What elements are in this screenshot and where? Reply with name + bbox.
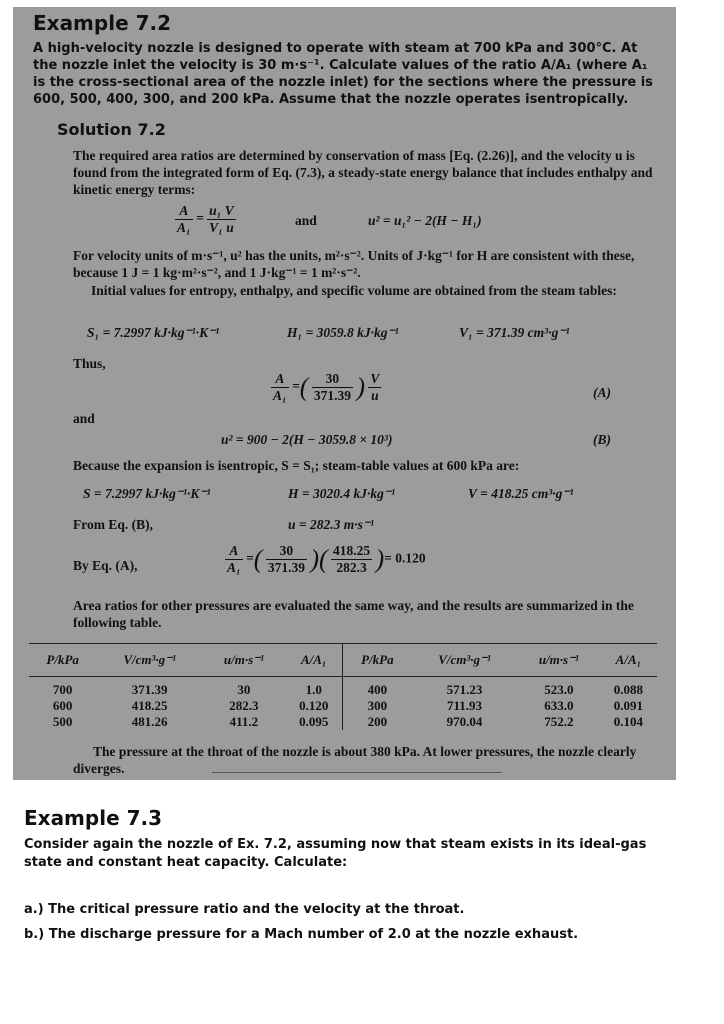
table-header: P/kPa: [29, 644, 96, 677]
example-7-3-item-a: a.) The critical pressure ratio and the velocity at the throat.: [24, 902, 465, 917]
table-cell: 371.39: [131, 682, 168, 697]
table-header: A/A₁: [600, 644, 657, 677]
table-header: u/m·s⁻¹: [518, 644, 600, 677]
steam-entropy-600: S = 7.2997 kJ·kg⁻¹·K⁻¹: [83, 486, 211, 501]
table-cell: 1.0: [305, 682, 322, 697]
solution-paragraph-5: Area ratios for other pressures are evaluated the same way, and the results are summarized in the following table.: [73, 598, 634, 630]
solution-7-2-title: Solution 7.2: [57, 120, 166, 139]
steam-enthalpy-600: H = 3020.4 kJ·kg⁻¹: [288, 486, 395, 501]
table-cell: 752.2: [544, 714, 574, 729]
solution-paragraph-4: Because the expansion is isentropic, S = S₁; steam-table values at 600 kPa are:: [73, 458, 520, 473]
table-cell: 481.26: [131, 714, 168, 729]
equation-b-label: (B): [593, 432, 611, 447]
area-ratio-equation: $\frac{A}{\text{A₁}}$ = $\frac{\text{u₁ V}}{\text{V₁ u}}$: [177, 203, 234, 235]
table-header: V/cm³·g⁻¹: [96, 644, 203, 677]
table-cell: 523.0: [544, 682, 574, 697]
table-cell: 711.93: [447, 698, 483, 713]
table-row: [29, 714, 657, 730]
solution-paragraph-2: For velocity units of m·s⁻¹, u² has the units, m²·s⁻². Units of J·kg⁻¹ for H are consistent with these, because 1 J = 1 kg·m²·s⁻², and 1 J·kg⁻¹ = 1 m²·s⁻².: [73, 248, 635, 280]
table-cell: 970.04: [446, 714, 483, 729]
solution-paragraph-1: The required area ratios are determined by conservation of mass [Eq. (2.26)], and the velocity u is found from the integrated form of Eq. (7.3), a steady-state energy balance that includes enthalpy and kinetic energy terms:: [73, 148, 653, 197]
table-header: V/cm³·g⁻¹: [411, 644, 518, 677]
table-cell: 200: [343, 714, 411, 730]
table-cell: 0.091: [613, 698, 644, 713]
solution-paragraph-6: The pressure at the throat of the nozzle is about 380 kPa. At lower pressures, the nozzle clearly diverges.: [73, 744, 637, 776]
equation-b: u² = 900 − 2(H − 3059.8 × 10³): [221, 432, 393, 447]
area-ratio-result: $\frac{A}{\text{A₁}}$ =( $\frac{30}{371.39}$ )( $\frac{418.25}{282.3}$ )= 0.120: [227, 543, 426, 575]
example-7-3-problem: Consider again the nozzle of Ex. 7.2, assuming now that steam exists in its ideal-gas state and constant heat capacity. Calculate:: [24, 837, 647, 870]
table-cell: 400: [343, 677, 411, 699]
example-7-3-item-b: b.) The discharge pressure for a Mach number of 2.0 at the nozzle exhaust.: [24, 927, 579, 942]
and-label: and: [295, 213, 317, 228]
example-7-2-title: Example 7.2: [33, 11, 172, 35]
table-cell: 0.088: [613, 682, 644, 697]
table-header: A/A₁: [285, 644, 343, 677]
table-row: [29, 698, 657, 714]
table-header: u/m·s⁻¹: [203, 644, 285, 677]
initial-volume: V₁ = 371.39 cm³·g⁻¹: [459, 325, 570, 340]
energy-balance-equation: u² = u₁² − 2(H − H₁): [368, 213, 482, 228]
example-7-3-title: Example 7.3: [24, 806, 163, 830]
example-7-2-problem: A high-velocity nozzle is designed to operate with steam at 700 kPa and 300°C. At the nozzle inlet the velocity is 30 m·s⁻¹. Calculate values of the ratio A/A₁ (where A₁ is the cross-sectional area of the nozzle inlet) for the sections where the pressure is 600, 500, 400, 300, and 200 kPa. Assume that the nozzle operates isentropically.: [33, 41, 653, 107]
table-header: P/kPa: [343, 644, 411, 677]
textbook-scan: [13, 7, 676, 780]
from-eq-b-label: From Eq. (B),: [73, 517, 153, 532]
table-cell: 411.2: [229, 714, 259, 729]
table-cell: 633.0: [544, 698, 574, 713]
table-header-row: [29, 644, 657, 677]
table-cell: 30: [237, 682, 251, 697]
thus-label: Thus,: [73, 356, 106, 371]
initial-enthalpy: H₁ = 3059.8 kJ·kg⁻¹: [287, 325, 399, 340]
results-table: [29, 643, 657, 730]
table-cell: 500: [52, 714, 73, 729]
table-cell: 418.25: [131, 698, 168, 713]
equation-a-label: (A): [593, 385, 611, 400]
table-cell: 0.095: [299, 714, 329, 729]
velocity-result: u = 282.3 m·s⁻¹: [288, 517, 375, 532]
table-cell: 300: [343, 698, 411, 714]
solution-paragraph-3: Initial values for entropy, enthalpy, and specific volume are obtained from the steam tables:: [91, 283, 617, 298]
and-label-2: and: [73, 411, 95, 426]
initial-entropy: S₁ = 7.2997 kJ·kg⁻¹·K⁻¹: [87, 325, 220, 340]
table-cell: 0.120: [299, 698, 329, 713]
table-cell: 571.23: [446, 682, 483, 697]
table-row: [29, 677, 657, 699]
table-cell: 700: [52, 682, 73, 697]
steam-volume-600: V = 418.25 cm³·g⁻¹: [468, 486, 574, 501]
equation-a: $\frac{A}{\text{A₁}}$ =( $\frac{30}{371.39}$ ) $\frac{V}{u}$: [273, 371, 380, 403]
table-cell: 0.104: [613, 714, 644, 729]
table-cell: 282.3: [229, 698, 259, 713]
by-eq-a-label: By Eq. (A),: [73, 558, 138, 573]
divider: [212, 772, 502, 773]
table-cell: 600: [52, 698, 73, 713]
